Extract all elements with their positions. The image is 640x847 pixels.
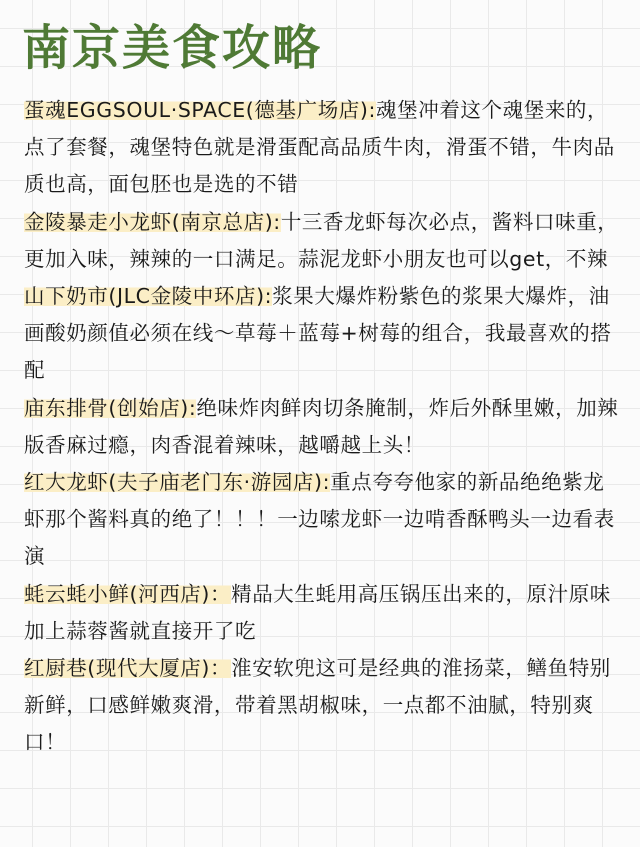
restaurant-name: 山下奶市(JLC金陵中环店):	[24, 284, 273, 309]
restaurant-review: 精品大生蚝用高压锅压出来的，原汁原味加上蒜蓉酱就直接开了吃	[24, 581, 611, 643]
restaurant-review: 重点夸夸他家的新品绝绝紫龙虾那个酱料真的绝了！！！一边嗦龙虾一边啃香酥鸭头一边看表演	[24, 470, 615, 569]
page-title: 南京美食攻略	[22, 20, 323, 76]
restaurant-name: 蚝云蚝小鲜(河西店)：	[24, 581, 232, 606]
restaurant-name: 庙东排骨(创始店):	[24, 395, 197, 420]
restaurant-name: 红厨巷(现代大厦店)：	[24, 656, 232, 681]
restaurant-review: 十三香龙虾每次必点，酱料口味重，更加入味，辣辣的一口满足。蒜泥龙虾小朋友也可以get，不辣	[24, 209, 619, 271]
restaurant-name: 金陵暴走小龙虾(南京总店):	[24, 209, 281, 234]
restaurant-entry	[24, 92, 624, 204]
restaurant-list	[24, 92, 624, 762]
restaurant-review: 绝味炸肉鲜肉切条腌制，炸后外酥里嫩，加辣版香麻过瘾，肉香混着辣味，越嚼越上头！	[24, 395, 619, 457]
restaurant-entry	[24, 650, 624, 762]
restaurant-entry	[24, 204, 624, 278]
restaurant-entry	[24, 278, 624, 390]
restaurant-review: 魂堡冲着这个魂堡来的，点了套餐，魂堡特色就是滑蛋配高品质牛肉，滑蛋不错，牛肉品质也高，面包胚也是选的不错	[24, 98, 615, 197]
restaurant-entry	[24, 464, 624, 576]
restaurant-name: 红大龙虾(夫子庙老门东·游园店):	[24, 470, 331, 495]
restaurant-entry	[24, 576, 624, 650]
restaurant-name: 蛋魂EGGSOUL·SPACE(德基广场店):	[24, 98, 377, 122]
restaurant-review: 浆果大爆炸粉紫色的浆果大爆炸，油画酸奶颜值必须在线～草莓＋蓝莓+树莓的组合，我最喜欢的搭配	[24, 284, 612, 383]
restaurant-review: 淮安软兜这可是经典的淮扬菜，鳝鱼特别新鲜，口感鲜嫩爽滑，带着黑胡椒味，一点都不油腻，特别爽口！	[24, 656, 611, 755]
restaurant-entry	[24, 390, 624, 464]
